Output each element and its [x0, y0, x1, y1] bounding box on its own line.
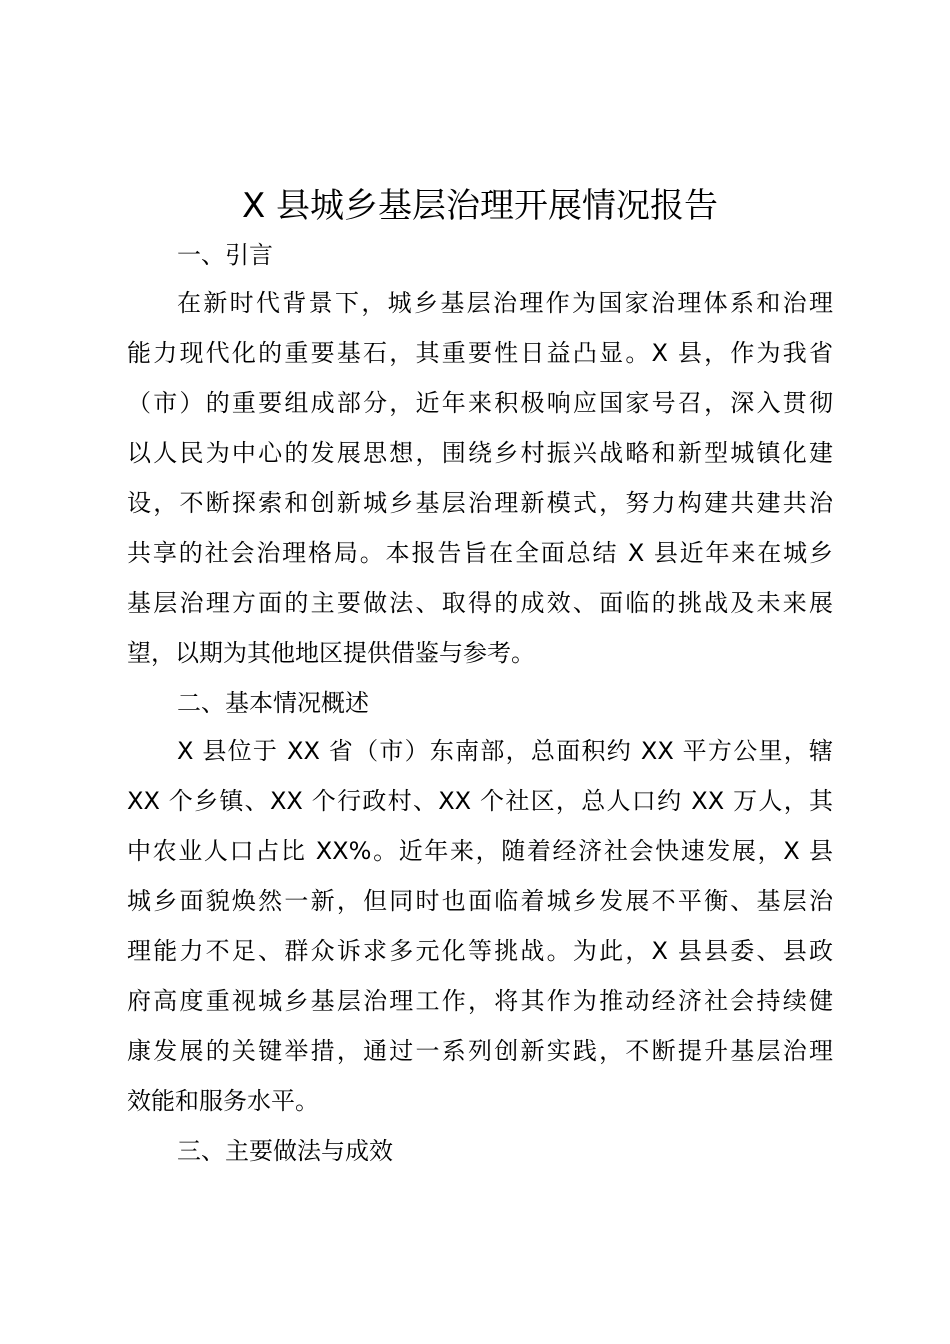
- paragraph-line: 效能和服务水平。: [127, 1087, 319, 1115]
- paragraph-line: 在新时代背景下，城乡基层治理作为国家治理体系和治理: [177, 289, 833, 317]
- paragraph-line: 共享的社会治理格局。本报告旨在全面总结 X 县近年来在城乡: [127, 539, 833, 567]
- paragraph-line: XX 个乡镇、XX 个行政村、XX 个社区，总人口约 XX 万人，其: [127, 787, 833, 815]
- paragraph-line: X 县位于 XX 省（市）东南部，总面积约 XX 平方公里，辖: [177, 737, 833, 765]
- paragraph-line: 设，不断探索和创新城乡基层治理新模式，努力构建共建共治: [127, 489, 833, 517]
- paragraph-line: 中农业人口占比 XX%。近年来，随着经济社会快速发展，X 县: [127, 837, 833, 865]
- paragraph-line: 基层治理方面的主要做法、取得的成效、面临的挑战及未来展: [127, 589, 833, 617]
- paragraph-line: 康发展的关键举措，通过一系列创新实践，不断提升基层治理: [127, 1037, 833, 1065]
- paragraph-line: 理能力不足、群众诉求多元化等挑战。为此，X 县县委、县政: [127, 937, 833, 965]
- paragraph-overview: [127, 726, 833, 1126]
- paragraph-line: 望，以期为其他地区提供借鉴与参考。: [127, 639, 535, 667]
- section-heading-overview: 二、基本情况概述: [177, 689, 369, 717]
- paragraph-line: 以人民为中心的发展思想，围绕乡村振兴战略和新型城镇化建: [127, 439, 833, 467]
- paragraph-introduction: [127, 278, 833, 678]
- document-title: X 县城乡基层治理开展情况报告: [241, 186, 719, 226]
- section-heading-practices: 三、主要做法与成效: [177, 1137, 393, 1165]
- paragraph-line: （市）的重要组成部分，近年来积极响应国家号召，深入贯彻: [127, 389, 833, 417]
- section-heading-introduction: 一、引言: [177, 241, 273, 269]
- paragraph-line: 府高度重视城乡基层治理工作，将其作为推动经济社会持续健: [127, 987, 833, 1015]
- paragraph-line: 能力现代化的重要基石，其重要性日益凸显。X 县，作为我省: [127, 339, 833, 367]
- paragraph-line: 城乡面貌焕然一新，但同时也面临着城乡发展不平衡、基层治: [127, 887, 833, 915]
